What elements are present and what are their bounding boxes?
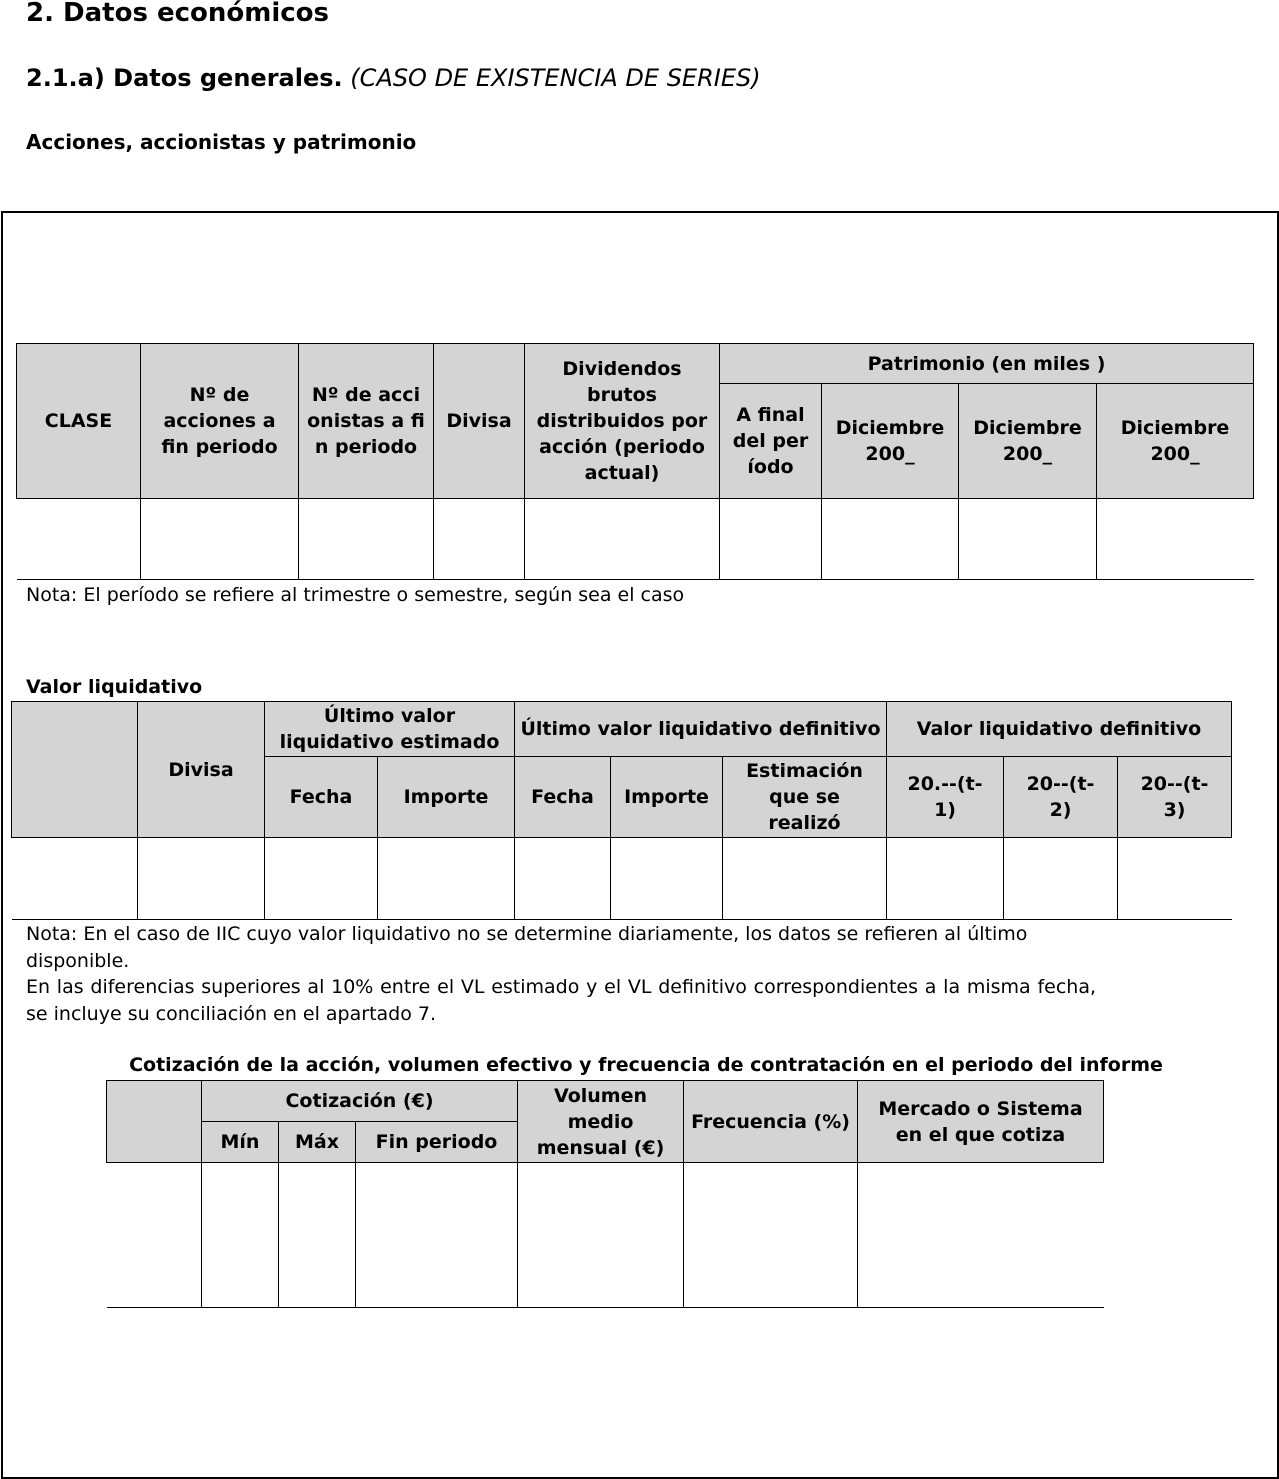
header-ultimo-estimado: Último valor liquidativo estimado [265,702,515,757]
header-frecuencia: Frecuencia (%) [684,1081,858,1163]
cell-clase [17,499,141,580]
header-mercado: Mercado o Sistema en el que cotiza [858,1081,1104,1163]
header-divisa: Divisa [138,702,265,838]
cell-dic1 [822,499,959,580]
header-valor-definitivo: Valor liquidativo definitivo [887,702,1232,757]
cell-blank [107,1163,202,1308]
subheading [26,64,761,92]
cotizacion-table [106,1080,1104,1308]
cell-divisa [138,838,265,920]
header-max: Máx [279,1122,356,1163]
cell-fecha-estimado [265,838,378,920]
header-blank [107,1081,202,1163]
note-valor-liquidativo: Nota: En el caso de IIC cuyo valor liquidativo no se determine diariamente, los datos se refieren al último disponible. [26,923,1028,972]
cell-min [202,1163,279,1308]
cell-dic3 [1097,499,1254,580]
header-fin-periodo: Fin periodo [356,1122,518,1163]
table-row [17,499,1254,580]
note-diferencias: En las diferencias superiores al 10% entre el VL estimado y el VL definitivo correspondientes a la misma fecha, se incluye su conciliación en el apartado 7. [26,976,1096,1025]
cell-t2 [1004,838,1118,920]
table-row [107,1163,1104,1308]
valor-liquidativo-table [11,701,1232,920]
header-fecha-definitivo: Fecha [515,757,611,838]
header-cotizacion: Cotización (€) [202,1081,518,1122]
table-row [12,838,1232,920]
cell-estimacion [723,838,887,920]
header-accionistas: Nº de accionistas a fin periodo [299,344,434,499]
header-volumen: Volumen medio mensual (€) [518,1081,684,1163]
header-diciembre-1: Diciembre 200_ [822,384,959,499]
note-periodo: Nota: El período se refiere al trimestre o semestre, según sea el caso [26,584,685,606]
header-ultimo-definitivo: Último valor liquidativo definitivo [515,702,887,757]
section-heading: 2. Datos económicos [26,0,329,28]
cell-volumen [518,1163,684,1308]
header-t2: 20--(t-2) [1004,757,1118,838]
header-diciembre-3: Diciembre 200_ [1097,384,1254,499]
cell-t1 [887,838,1004,920]
subheading-bold: 2.1.a) Datos generales. [26,64,343,92]
cell-final [720,499,822,580]
cell-frecuencia [684,1163,858,1308]
section2-title: Valor liquidativo [26,676,203,698]
cell-fin-periodo [356,1163,518,1308]
cell-max [279,1163,356,1308]
header-diciembre-2: Diciembre 200_ [959,384,1097,499]
header-estimacion: Estimación que se realizó [723,757,887,838]
cell-dividendos [525,499,720,580]
header-importe-definitivo: Importe [611,757,723,838]
cell-dic2 [959,499,1097,580]
header-final-periodo: A final del período [720,384,822,499]
header-dividendos: Dividendos brutos distribuidos por acción (periodo actual) [525,344,720,499]
header-clase: CLASE [17,344,141,499]
header-blank [12,702,138,838]
header-t1: 20.--(t-1) [887,757,1004,838]
section3-title: Cotización de la acción, volumen efectivo y frecuencia de contratación en el periodo del informe [129,1054,1163,1076]
header-importe-estimado: Importe [378,757,515,838]
subheading-italic: (CASO DE EXISTENCIA DE SERIES) [350,64,761,92]
header-divisa: Divisa [434,344,525,499]
cell-importe-definitivo [611,838,723,920]
cell-blank [12,838,138,920]
cell-accionistas [299,499,434,580]
section1-title: Acciones, accionistas y patrimonio [26,130,417,154]
header-acciones: Nº de acciones a fin periodo [141,344,299,499]
cell-t3 [1118,838,1232,920]
cell-acciones [141,499,299,580]
header-fecha-estimado: Fecha [265,757,378,838]
cell-divisa [434,499,525,580]
cell-mercado [858,1163,1104,1308]
header-patrimonio: Patrimonio (en miles ) [720,344,1254,384]
acciones-table [16,343,1254,580]
cell-importe-estimado [378,838,515,920]
cell-fecha-definitivo [515,838,611,920]
header-t3: 20--(t-3) [1118,757,1232,838]
header-min: Mín [202,1122,279,1163]
